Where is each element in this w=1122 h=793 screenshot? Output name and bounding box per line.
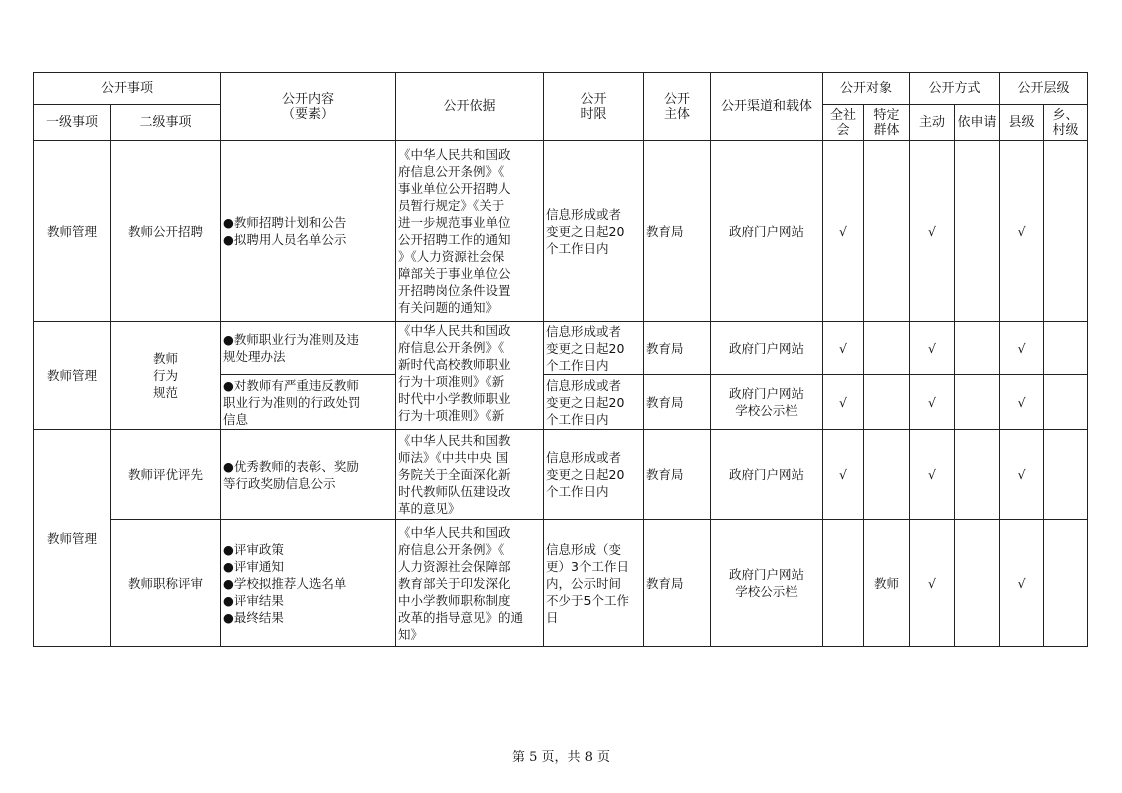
header-object-all: 全社 会 bbox=[823, 105, 864, 141]
row-level-village bbox=[1044, 520, 1088, 647]
row-subject: 教育局 bbox=[644, 430, 711, 520]
row-level2: 教师职称评审 bbox=[111, 520, 221, 647]
row-method-active: √ bbox=[910, 430, 955, 520]
row-subject: 教育局 bbox=[644, 322, 711, 375]
row-object-specific bbox=[864, 375, 910, 430]
row-method-request bbox=[955, 141, 1000, 322]
row-content-text: ●教师招聘计划和公告 ●拟聘用人员名单公示 bbox=[223, 215, 347, 247]
disclosure-table bbox=[33, 72, 1088, 647]
row-basis bbox=[396, 430, 544, 520]
row-content-text: ●优秀教师的表彰、奖励 等行政奖励信息公示 bbox=[223, 458, 359, 491]
row-method-request bbox=[955, 520, 1000, 647]
row-object-all: √ bbox=[823, 430, 864, 520]
table-row bbox=[34, 430, 1088, 520]
row-object-all: √ bbox=[823, 141, 864, 322]
row-level-county: √ bbox=[1000, 520, 1044, 647]
row-content bbox=[221, 375, 396, 430]
header-level-county: 县级 bbox=[1000, 105, 1044, 141]
row-object-all: √ bbox=[823, 322, 864, 375]
row-period-text: 信息形成或者 变更之日起20 个工作日内 bbox=[546, 377, 625, 427]
row-basis bbox=[396, 520, 544, 647]
row-period bbox=[544, 141, 644, 322]
row-subject: 教育局 bbox=[644, 141, 711, 322]
row-method-active: √ bbox=[910, 141, 955, 322]
row-level1: 教师管理 bbox=[34, 322, 111, 430]
row-level-village bbox=[1044, 141, 1088, 322]
header-period: 公开 时限 bbox=[544, 73, 644, 141]
row-level2: 教师评优评先 bbox=[111, 430, 221, 520]
row-level-county: √ bbox=[1000, 430, 1044, 520]
header-content: 公开内容 （要素） bbox=[221, 73, 396, 141]
row-period bbox=[544, 322, 644, 375]
header-channel: 公开渠道和载体 bbox=[711, 73, 823, 141]
row-object-all bbox=[823, 520, 864, 647]
row-object-specific bbox=[864, 430, 910, 520]
row-period-text: 信息形成或者 变更之日起20 个工作日内 bbox=[546, 206, 625, 256]
row-period-text: 信息形成或者 变更之日起20 个工作日内 bbox=[546, 450, 625, 499]
row-level-county: √ bbox=[1000, 322, 1044, 375]
row-channel: 政府门户网站 bbox=[711, 430, 823, 520]
row-object-specific bbox=[864, 141, 910, 322]
row-content bbox=[221, 430, 396, 520]
row-basis-text: 《中华人民共和国政 府信息公开条例》《 人力资源社会保障部 教育部关于印发深化 中小学教师职称制度 改革的指导意见》的通 知》 bbox=[398, 524, 524, 642]
row-subject: 教育局 bbox=[644, 375, 711, 430]
row-basis-text: 《中华人民共和国政 府信息公开条例》《 新时代高校教师职业 行为十项准则》《新 时代中小学教师职业 行为十项准则》《新 bbox=[398, 323, 511, 423]
header-disclosure-method: 公开方式 bbox=[910, 73, 1000, 105]
row-object-all: √ bbox=[823, 375, 864, 430]
row-period bbox=[544, 430, 644, 520]
row-channel: 政府门户网站 bbox=[711, 141, 823, 322]
row-content bbox=[221, 520, 396, 647]
row-method-request bbox=[955, 375, 1000, 430]
row-channel: 政府门户网站 bbox=[711, 322, 823, 375]
row-level1: 教师管理 bbox=[34, 430, 111, 647]
row-method-active: √ bbox=[910, 520, 955, 647]
table-row bbox=[34, 322, 1088, 375]
header-basis: 公开依据 bbox=[396, 73, 544, 141]
header-subject: 公开 主体 bbox=[644, 73, 711, 141]
row-level-village bbox=[1044, 322, 1088, 375]
row-level-county: √ bbox=[1000, 141, 1044, 322]
row-method-request bbox=[955, 430, 1000, 520]
row-period-text: 信息形成（变 更）3个工作日 内，公示时间 不少于5个工作 日 bbox=[546, 541, 629, 625]
row-object-specific: 教师 bbox=[864, 520, 910, 647]
row-level2: 教师公开招聘 bbox=[111, 141, 221, 322]
row-level-village bbox=[1044, 375, 1088, 430]
row-content-text: ●评审政策 ●评审通知 ●学校拟推荐人选名单 ●评审结果 ●最终结果 bbox=[223, 541, 347, 625]
header-level2: 二级事项 bbox=[111, 105, 221, 141]
row-subject: 教育局 bbox=[644, 520, 711, 647]
row-level1: 教师管理 bbox=[34, 141, 111, 322]
header-disclosure-matters: 公开事项 bbox=[34, 73, 221, 105]
row-content bbox=[221, 141, 396, 322]
header-disclosure-object: 公开对象 bbox=[823, 73, 910, 105]
row-channel: 政府门户网站 学校公示栏 bbox=[711, 375, 823, 430]
row-period bbox=[544, 375, 644, 430]
row-period-text: 信息形成或者 变更之日起20 个工作日内 bbox=[546, 323, 625, 373]
row-method-active: √ bbox=[910, 375, 955, 430]
row-basis-text: 《中华人民共和国教 师法》《中共中央 国 务院关于全面深化新 时代教师队伍建设改 革的意见》 bbox=[398, 433, 511, 516]
row-basis bbox=[396, 141, 544, 322]
row-method-request bbox=[955, 322, 1000, 375]
row-period bbox=[544, 520, 644, 647]
header-method-active: 主动 bbox=[910, 105, 955, 141]
row-basis-text: 《中华人民共和国政 府信息公开条例》《 事业单位公开招聘人 员暂行规定》《关于 进一步规范事业单位 公开招聘工作的通知 》《人力资源社会保 障部关于事业单位公 开招聘岗位条件设置 有关问题的通知》 bbox=[398, 147, 511, 315]
table-row bbox=[34, 520, 1088, 647]
row-content-text: ●教师职业行为准则及违 规处理办法 bbox=[223, 332, 359, 364]
row-channel: 政府门户网站 学校公示栏 bbox=[711, 520, 823, 647]
header-level1: 一级事项 bbox=[34, 105, 111, 141]
row-object-specific bbox=[864, 322, 910, 375]
table-row bbox=[34, 141, 1088, 322]
header-level-village: 乡、 村级 bbox=[1044, 105, 1088, 141]
header-disclosure-level: 公开层级 bbox=[1000, 73, 1088, 105]
row-level-village bbox=[1044, 430, 1088, 520]
row-content bbox=[221, 322, 396, 375]
row-method-active: √ bbox=[910, 322, 955, 375]
header-object-specific: 特定 群体 bbox=[864, 105, 910, 141]
header-method-request: 依申请 bbox=[955, 105, 1000, 141]
row-content-text: ●对教师有严重违反教师 职业行为准则的行政处罚 信息 bbox=[223, 377, 361, 427]
page-number: 第 5 页，共 8 页 bbox=[511, 750, 611, 765]
row-level-county: √ bbox=[1000, 375, 1044, 430]
row-basis bbox=[396, 322, 544, 430]
row-level2: 教师 行为 规范 bbox=[111, 322, 221, 430]
